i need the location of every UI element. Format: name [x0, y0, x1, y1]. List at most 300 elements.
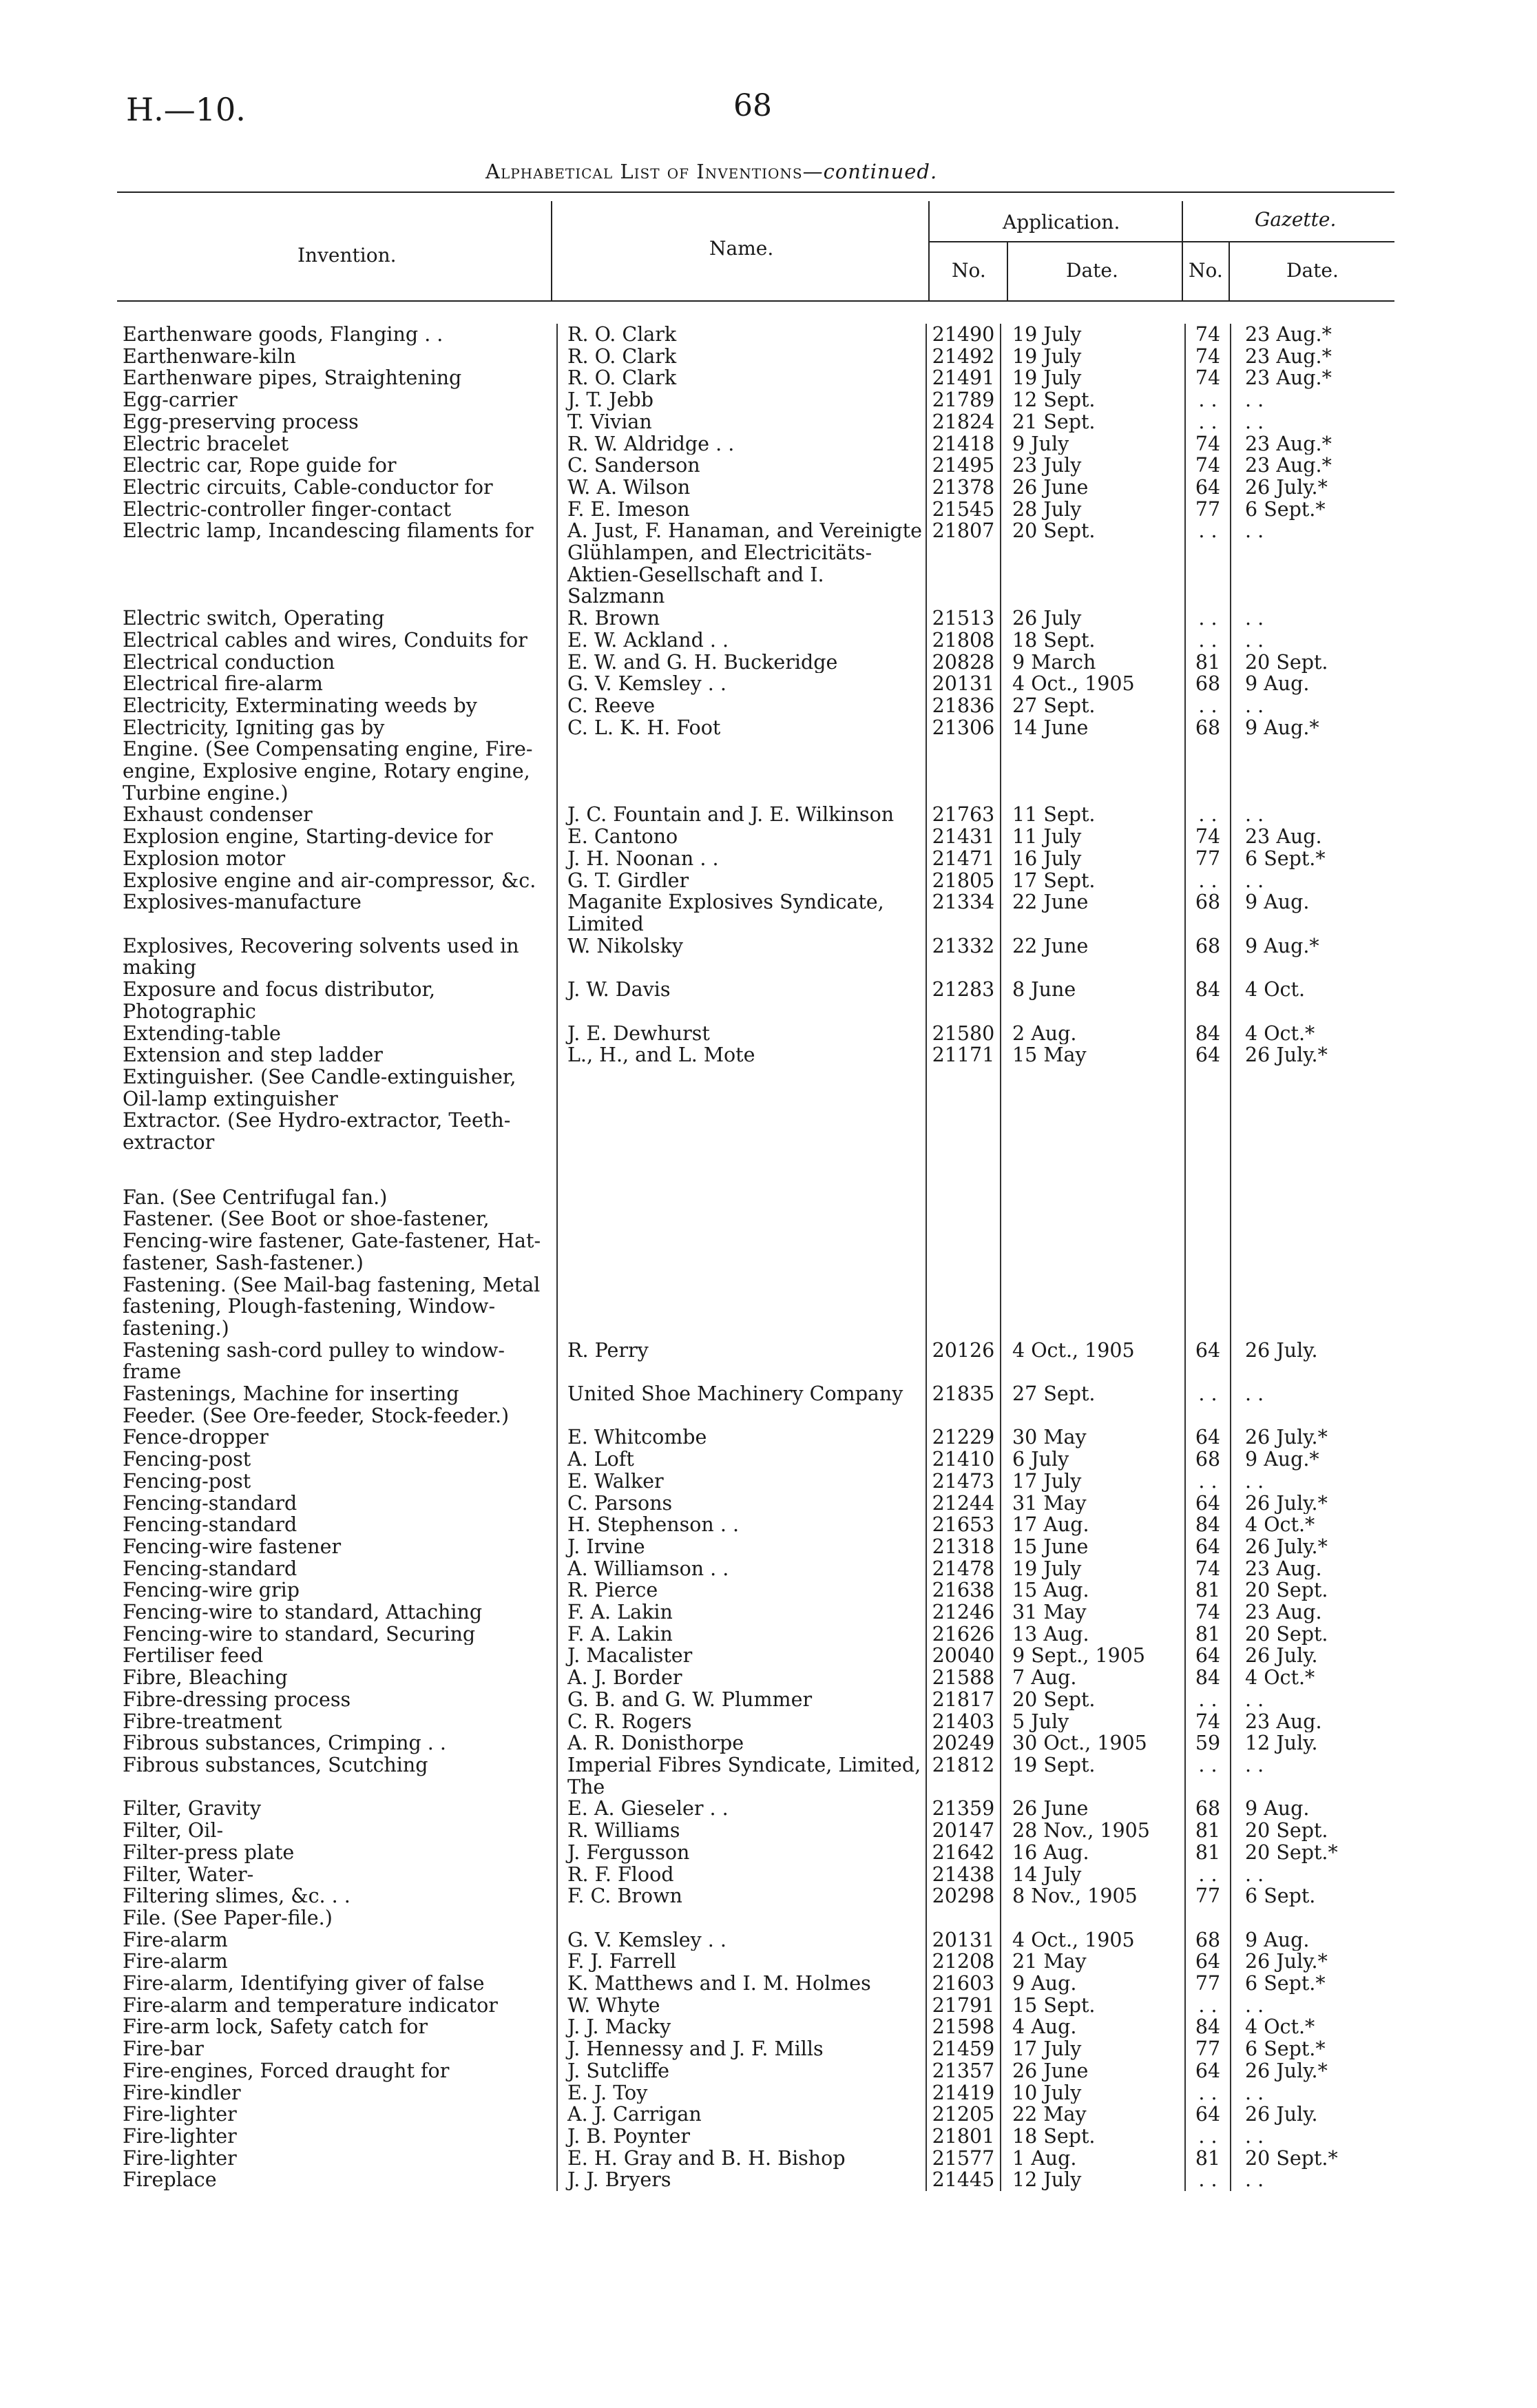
- gazette-no-cell: . .: [1185, 608, 1231, 630]
- table-row: [123, 652, 1348, 674]
- application-no-cell: 21473: [926, 1471, 1001, 1493]
- table-row: [123, 455, 1348, 477]
- application-date-cell: 26 June: [1001, 2060, 1185, 2082]
- gazette-date-cell: . .: [1231, 1471, 1348, 1493]
- table-row: [123, 1667, 1348, 1689]
- invention-cell: Explosion motor: [123, 847, 286, 870]
- invention-cell: Fire-lighter: [123, 2147, 237, 2170]
- gazette-no-cell: . .: [1185, 1689, 1231, 1711]
- name-cell: Imperial Fibres Syndicate, Limited, The: [557, 1754, 926, 1798]
- table-row: [123, 1579, 1348, 1601]
- application-no-cell: 21306: [926, 717, 1001, 739]
- name-cell: L., H., and L. Mote: [557, 1044, 926, 1066]
- invention-cell: Fire-alarm, Identifying giver of false: [123, 1973, 485, 1995]
- application-date-cell: 21 Sept.: [1001, 411, 1185, 433]
- name-cell: A. Williamson . .: [557, 1558, 926, 1580]
- application-no-cell: 21577: [926, 2148, 1001, 2170]
- gazette-no-cell: 74: [1185, 455, 1231, 477]
- application-no-cell: 21807: [926, 520, 1001, 608]
- gazette-date-cell: [1231, 1187, 1348, 1209]
- table-row: [123, 826, 1348, 848]
- gazette-no-cell: 64: [1185, 1951, 1231, 1973]
- application-date-cell: 19 Sept.: [1001, 1754, 1185, 1798]
- invention-cell: Fastenings, Machine for inserting: [123, 1383, 459, 1405]
- name-cell: C. Sanderson: [557, 455, 926, 477]
- gazette-no-cell: 77: [1185, 499, 1231, 521]
- gazette-date-cell: 23 Aug.: [1231, 826, 1348, 848]
- application-date-cell: 9 July: [1001, 433, 1185, 455]
- invention-cell: Fibre-dressing process: [123, 1688, 351, 1711]
- application-no-cell: [926, 738, 1001, 804]
- application-date-cell: 9 Aug.: [1001, 1973, 1185, 1995]
- application-no-cell: 21492: [926, 346, 1001, 368]
- invention-cell: Filter-press plate: [123, 1841, 295, 1864]
- gazette-no-cell: . .: [1185, 2126, 1231, 2148]
- gazette-no-cell: 68: [1185, 1449, 1231, 1471]
- table-row: [123, 2169, 1348, 2191]
- list-title: [485, 160, 1050, 183]
- name-cell: C. R. Rogers: [557, 1711, 926, 1733]
- name-cell: E. A. Gieseler . .: [557, 1798, 926, 1820]
- table-row: [123, 2060, 1348, 2082]
- application-date-cell: 15 Aug.: [1001, 1579, 1185, 1601]
- name-cell: Maganite Explosives Syndicate, Limited: [557, 891, 926, 935]
- name-cell: G. T. Girdler: [557, 870, 926, 892]
- table-row: [123, 1601, 1348, 1623]
- application-no-cell: 21545: [926, 499, 1001, 521]
- invention-cell: Filtering slimes, &c. . .: [123, 1885, 351, 1907]
- application-no-cell: 21445: [926, 2169, 1001, 2191]
- gazette-no-cell: 84: [1185, 2016, 1231, 2038]
- table-row: [123, 1340, 1348, 1383]
- invention-cell: Fibrous substances, Scutching: [123, 1754, 428, 1776]
- name-cell: F. J. Farrell: [557, 1951, 926, 1973]
- application-no-cell: 20298: [926, 1885, 1001, 1907]
- application-date-cell: 6 July: [1001, 1449, 1185, 1471]
- invention-cell: Engine. (See Compensating engine, Fire-engine, Explosive engine, Rotary engine, Turbine engine.): [123, 738, 533, 805]
- gazette-date-cell: 6 Sept.: [1231, 1885, 1348, 1907]
- header-divider-gazette: [1182, 201, 1183, 302]
- gazette-no-cell: 68: [1185, 935, 1231, 979]
- application-date-cell: 28 Nov., 1905: [1001, 1820, 1185, 1842]
- application-no-cell: 21824: [926, 411, 1001, 433]
- gazette-no-cell: . .: [1185, 411, 1231, 433]
- invention-cell: Extending-table: [123, 1022, 281, 1045]
- gazette-no-cell: 77: [1185, 2038, 1231, 2060]
- application-date-cell: 17 July: [1001, 2038, 1185, 2060]
- invention-cell: Feeder. (See Ore-feeder, Stock-feeder.): [123, 1404, 510, 1427]
- name-cell: E. J. Toy: [557, 2082, 926, 2104]
- gazette-no-cell: 81: [1185, 652, 1231, 674]
- gap-cell: [1001, 1154, 1185, 1187]
- header-sub-rule: [928, 241, 1394, 242]
- application-date-cell: 8 June: [1001, 979, 1185, 1022]
- application-no-cell: 21626: [926, 1623, 1001, 1646]
- gazette-date-cell: 20 Sept.*: [1231, 1842, 1348, 1864]
- application-date-cell: 22 May: [1001, 2104, 1185, 2126]
- gazette-date-cell: 23 Aug.: [1231, 1711, 1348, 1733]
- invention-cell: Filter, Oil-: [123, 1820, 224, 1842]
- application-no-cell: 21419: [926, 2082, 1001, 2104]
- gazette-date-cell: 26 July.*: [1231, 1426, 1348, 1449]
- application-no-cell: 21418: [926, 433, 1001, 455]
- application-no-cell: 21318: [926, 1536, 1001, 1558]
- application-date-cell: 17 July: [1001, 1471, 1185, 1493]
- invention-cell: Fibrous substances, Crimping . .: [123, 1732, 446, 1754]
- gazette-date-cell: [1231, 1405, 1348, 1427]
- invention-cell: Fibre-treatment: [123, 1710, 282, 1733]
- gazette-no-cell: 77: [1185, 1885, 1231, 1907]
- application-date-cell: 31 May: [1001, 1493, 1185, 1515]
- application-date-cell: 2 Aug.: [1001, 1023, 1185, 1045]
- name-cell: W. Nikolsky: [557, 935, 926, 979]
- table-row: [123, 1645, 1348, 1667]
- gazette-no-cell: 84: [1185, 1023, 1231, 1045]
- invention-cell: Fencing-post: [123, 1449, 251, 1471]
- gazette-no-cell: 74: [1185, 324, 1231, 346]
- gazette-date-cell: . .: [1231, 695, 1348, 717]
- name-cell: [557, 1066, 926, 1110]
- name-cell: R. Perry: [557, 1340, 926, 1383]
- table-row: [123, 935, 1348, 979]
- application-no-cell: [926, 1187, 1001, 1209]
- gazette-no-cell: 68: [1185, 1929, 1231, 1951]
- table-row: [123, 1426, 1348, 1449]
- inventions-table: [123, 324, 1348, 2191]
- page-reference: H.—10.: [126, 91, 246, 128]
- gazette-date-cell: 4 Oct.: [1231, 979, 1348, 1022]
- gazette-no-cell: [1185, 738, 1231, 804]
- gazette-date-cell: 9 Aug.: [1231, 891, 1348, 935]
- application-no-cell: 21378: [926, 477, 1001, 499]
- name-cell: A. Loft: [557, 1449, 926, 1471]
- invention-cell: Extension and step ladder: [123, 1044, 383, 1066]
- gazette-date-cell: 26 July.*: [1231, 2060, 1348, 2082]
- gazette-date-cell: 9 Aug.*: [1231, 717, 1348, 739]
- invention-cell: Earthenware goods, Flanging . .: [123, 324, 443, 346]
- gazette-date-cell: [1231, 1066, 1348, 1110]
- application-no-cell: 21478: [926, 1558, 1001, 1580]
- gazette-no-cell: . .: [1185, 389, 1231, 411]
- gazette-no-cell: 81: [1185, 1842, 1231, 1864]
- gazette-date-cell: . .: [1231, 520, 1348, 608]
- gazette-no-cell: . .: [1185, 695, 1231, 717]
- application-date-cell: 17 Sept.: [1001, 870, 1185, 892]
- invention-cell: Fire-kindler: [123, 2082, 241, 2104]
- invention-cell: Fire-alarm and temperature indicator: [123, 1994, 498, 2017]
- application-date-cell: 4 Oct., 1905: [1001, 1929, 1185, 1951]
- application-no-cell: 20040: [926, 1645, 1001, 1667]
- name-cell: R. F. Flood: [557, 1864, 926, 1886]
- gazette-no-cell: . .: [1185, 630, 1231, 652]
- gazette-no-cell: 74: [1185, 433, 1231, 455]
- header-gazette: Gazette.: [1255, 208, 1337, 231]
- invention-cell: Fire-engines, Forced draught for: [123, 2059, 450, 2082]
- name-cell: R. O. Clark: [557, 324, 926, 346]
- invention-cell: Fastening sash-cord pulley to window-frame: [123, 1339, 505, 1384]
- invention-cell: Filter, Gravity: [123, 1798, 262, 1820]
- application-no-cell: 21357: [926, 2060, 1001, 2082]
- gazette-no-cell: 64: [1185, 1493, 1231, 1515]
- application-no-cell: 21495: [926, 455, 1001, 477]
- application-no-cell: 21791: [926, 1995, 1001, 2017]
- gazette-date-cell: 26 July.*: [1231, 1536, 1348, 1558]
- application-no-cell: 20131: [926, 673, 1001, 695]
- gazette-no-cell: 84: [1185, 979, 1231, 1022]
- gazette-no-cell: 68: [1185, 891, 1231, 935]
- application-date-cell: 30 Oct., 1905: [1001, 1732, 1185, 1754]
- application-no-cell: [926, 1066, 1001, 1110]
- table-row: [123, 608, 1348, 630]
- application-date-cell: 9 March: [1001, 652, 1185, 674]
- header-divider-name: [551, 201, 552, 302]
- application-date-cell: 15 June: [1001, 1536, 1185, 1558]
- table-row: [123, 1493, 1348, 1515]
- header-divider-app-date: [1007, 241, 1008, 302]
- application-date-cell: 4 Aug.: [1001, 2016, 1185, 2038]
- gazette-date-cell: . .: [1231, 1689, 1348, 1711]
- name-cell: H. Stephenson . .: [557, 1514, 926, 1536]
- name-cell: R. Williams: [557, 1820, 926, 1842]
- gazette-no-cell: 64: [1185, 1340, 1231, 1383]
- application-no-cell: 21471: [926, 848, 1001, 870]
- name-cell: G. V. Kemsley . .: [557, 1929, 926, 1951]
- invention-cell: Fire-arm lock, Safety catch for: [123, 2016, 428, 2039]
- invention-cell: Fire-lighter: [123, 2104, 237, 2126]
- application-no-cell: 20131: [926, 1929, 1001, 1951]
- application-date-cell: 19 July: [1001, 346, 1185, 368]
- application-no-cell: 20126: [926, 1340, 1001, 1383]
- application-no-cell: 21513: [926, 608, 1001, 630]
- invention-cell: Electric-controller finger-contact: [123, 498, 452, 521]
- application-no-cell: 20828: [926, 652, 1001, 674]
- gazette-no-cell: 68: [1185, 1798, 1231, 1820]
- invention-cell: Electric car, Rope guide for: [123, 455, 397, 477]
- invention-cell: Electric lamp, Incandescing filaments for: [123, 520, 534, 543]
- gazette-no-cell: 64: [1185, 477, 1231, 499]
- name-cell: J. J. Bryers: [557, 2169, 926, 2191]
- gazette-no-cell: 77: [1185, 1973, 1231, 1995]
- name-cell: A. J. Border: [557, 1667, 926, 1689]
- inventions-table-body: [123, 324, 1348, 2191]
- application-no-cell: [926, 1907, 1001, 1929]
- invention-cell: Fence-dropper: [123, 1426, 269, 1449]
- table-row: [123, 804, 1348, 826]
- application-no-cell: 21403: [926, 1711, 1001, 1733]
- name-cell: J. Sutcliffe: [557, 2060, 926, 2082]
- application-date-cell: 19 July: [1001, 367, 1185, 389]
- application-date-cell: 11 Sept.: [1001, 804, 1185, 826]
- application-date-cell: [1001, 1066, 1185, 1110]
- name-cell: J. Hennessy and J. F. Mills: [557, 2038, 926, 2060]
- application-date-cell: 16 July: [1001, 848, 1185, 870]
- name-cell: E. H. Gray and B. H. Bishop: [557, 2148, 926, 2170]
- gazette-no-cell: 81: [1185, 1623, 1231, 1646]
- table-row: [123, 2038, 1348, 2060]
- application-date-cell: 14 July: [1001, 1864, 1185, 1886]
- invention-cell: Fibre, Bleaching: [123, 1667, 288, 1689]
- application-no-cell: 21359: [926, 1798, 1001, 1820]
- gap-cell: [557, 1154, 926, 1187]
- gazette-date-cell: 6 Sept.*: [1231, 499, 1348, 521]
- gazette-date-cell: . .: [1231, 870, 1348, 892]
- application-no-cell: 21603: [926, 1973, 1001, 1995]
- application-date-cell: 23 July: [1001, 455, 1185, 477]
- application-date-cell: 4 Oct., 1905: [1001, 673, 1185, 695]
- application-date-cell: 31 May: [1001, 1601, 1185, 1623]
- application-date-cell: [1001, 1208, 1185, 1274]
- gazette-no-cell: 74: [1185, 346, 1231, 368]
- table-row: [123, 1449, 1348, 1471]
- name-cell: R. O. Clark: [557, 346, 926, 368]
- application-date-cell: [1001, 1405, 1185, 1427]
- gazette-date-cell: . .: [1231, 804, 1348, 826]
- gazette-date-cell: 6 Sept.*: [1231, 1973, 1348, 1995]
- header-application: Application.: [1003, 211, 1120, 233]
- application-date-cell: 22 June: [1001, 935, 1185, 979]
- invention-cell: Fire-bar: [123, 2038, 204, 2060]
- table-row: [123, 1885, 1348, 1907]
- header-invention: Invention.: [297, 244, 397, 267]
- application-no-cell: 21642: [926, 1842, 1001, 1864]
- application-date-cell: 28 July: [1001, 499, 1185, 521]
- application-date-cell: 18 Sept.: [1001, 2126, 1185, 2148]
- table-row: [123, 1514, 1348, 1536]
- application-no-cell: 21812: [926, 1754, 1001, 1798]
- application-date-cell: 21 May: [1001, 1951, 1185, 1973]
- gap-cell: [1231, 1154, 1348, 1187]
- gazette-no-cell: 64: [1185, 2060, 1231, 2082]
- invention-cell: Electric switch, Operating: [123, 608, 385, 630]
- application-no-cell: 21431: [926, 826, 1001, 848]
- application-no-cell: 21438: [926, 1864, 1001, 1886]
- name-cell: R. O. Clark: [557, 367, 926, 389]
- invention-cell: Earthenware pipes, Straightening: [123, 367, 462, 390]
- gazette-date-cell: 20 Sept.: [1231, 1820, 1348, 1842]
- application-date-cell: 7 Aug.: [1001, 1667, 1185, 1689]
- name-cell: K. Matthews and I. M. Holmes: [557, 1973, 926, 1995]
- table-row: [123, 1274, 1348, 1340]
- invention-cell: Explosive engine and air-compressor, &c.: [123, 869, 536, 892]
- section-gap: [123, 1154, 1348, 1187]
- table-row: [123, 891, 1348, 935]
- name-cell: [557, 1208, 926, 1274]
- application-no-cell: 21244: [926, 1493, 1001, 1515]
- table-row: [123, 1383, 1348, 1405]
- application-date-cell: [1001, 1187, 1185, 1209]
- application-date-cell: 30 May: [1001, 1426, 1185, 1449]
- table-row: [123, 1689, 1348, 1711]
- invention-cell: Extinguisher. (See Candle-extinguisher, Oil-lamp extinguisher: [123, 1066, 516, 1110]
- gazette-no-cell: . .: [1185, 1471, 1231, 1493]
- name-cell: T. Vivian: [557, 411, 926, 433]
- gazette-date-cell: 12 July.: [1231, 1732, 1348, 1754]
- gazette-date-cell: . .: [1231, 2169, 1348, 2191]
- table-row: [123, 346, 1348, 368]
- table-row: [123, 520, 1348, 608]
- gazette-no-cell: 81: [1185, 1579, 1231, 1601]
- application-date-cell: 11 July: [1001, 826, 1185, 848]
- name-cell: J. T. Jebb: [557, 389, 926, 411]
- gazette-no-cell: [1185, 1405, 1231, 1427]
- invention-cell: Fan. (See Centrifugal fan.): [123, 1186, 388, 1209]
- gazette-no-cell: . .: [1185, 1754, 1231, 1798]
- gazette-no-cell: [1185, 1907, 1231, 1929]
- application-no-cell: 21588: [926, 1667, 1001, 1689]
- table-row: [123, 979, 1348, 1022]
- gazette-date-cell: 20 Sept.: [1231, 1623, 1348, 1646]
- application-date-cell: 15 Sept.: [1001, 1995, 1185, 2017]
- gazette-date-cell: 23 Aug.*: [1231, 433, 1348, 455]
- application-date-cell: 14 June: [1001, 717, 1185, 739]
- name-cell: [557, 1274, 926, 1340]
- gazette-no-cell: 74: [1185, 826, 1231, 848]
- table-row: [123, 1711, 1348, 1733]
- table-row: [123, 367, 1348, 389]
- application-date-cell: 13 Aug.: [1001, 1623, 1185, 1646]
- invention-cell: Electricity, Exterminating weeds by: [123, 694, 477, 717]
- gazette-no-cell: 68: [1185, 673, 1231, 695]
- table-row: [123, 411, 1348, 433]
- name-cell: E. W. and G. H. Buckeridge: [557, 652, 926, 674]
- invention-cell: Electrical cables and wires, Conduits for: [123, 629, 527, 652]
- application-date-cell: 26 June: [1001, 1798, 1185, 1820]
- gazette-no-cell: 64: [1185, 1426, 1231, 1449]
- table-row: [123, 1405, 1348, 1427]
- gazette-no-cell: . .: [1185, 2082, 1231, 2104]
- table-row: [123, 1623, 1348, 1646]
- gazette-date-cell: 26 July.: [1231, 1645, 1348, 1667]
- header-bottom-rule: [117, 300, 1394, 302]
- application-date-cell: 19 July: [1001, 1558, 1185, 1580]
- gazette-no-cell: 64: [1185, 1536, 1231, 1558]
- application-no-cell: [926, 1110, 1001, 1153]
- name-cell: R. W. Aldridge . .: [557, 433, 926, 455]
- gazette-no-cell: 59: [1185, 1732, 1231, 1754]
- invention-cell: Exhaust condenser: [123, 804, 313, 827]
- name-cell: J. W. Davis: [557, 979, 926, 1022]
- table-row: [123, 1044, 1348, 1066]
- name-cell: J. J. Macky: [557, 2016, 926, 2038]
- table-row: [123, 1820, 1348, 1842]
- application-date-cell: 8 Nov., 1905: [1001, 1885, 1185, 1907]
- application-date-cell: 22 June: [1001, 891, 1185, 935]
- application-no-cell: 21246: [926, 1601, 1001, 1623]
- gazette-date-cell: [1231, 1208, 1348, 1274]
- invention-cell: Earthenware-kiln: [123, 345, 296, 368]
- name-cell: W. Whyte: [557, 1995, 926, 2017]
- name-cell: J. C. Fountain and J. E. Wilkinson: [557, 804, 926, 826]
- application-no-cell: 21205: [926, 2104, 1001, 2126]
- invention-cell: Fastener. (See Boot or shoe-fastener, Fencing-wire fastener, Gate-fastener, Hat-fastener, Sash-fastener.): [123, 1208, 541, 1274]
- application-no-cell: 21835: [926, 1383, 1001, 1405]
- gazette-date-cell: . .: [1231, 608, 1348, 630]
- application-date-cell: [1001, 1274, 1185, 1340]
- application-date-cell: 26 July: [1001, 608, 1185, 630]
- application-date-cell: 20 Sept.: [1001, 520, 1185, 608]
- invention-cell: Electric circuits, Cable-conductor for: [123, 476, 493, 499]
- application-no-cell: 21598: [926, 2016, 1001, 2038]
- name-cell: J. Macalister: [557, 1645, 926, 1667]
- gazette-no-cell: . .: [1185, 870, 1231, 892]
- application-no-cell: 21490: [926, 324, 1001, 346]
- table-row: [123, 1754, 1348, 1798]
- application-date-cell: 15 May: [1001, 1044, 1185, 1066]
- name-cell: J. H. Noonan . .: [557, 848, 926, 870]
- table-row: [123, 2016, 1348, 2038]
- gazette-date-cell: 9 Aug.: [1231, 1798, 1348, 1820]
- name-cell: E. W. Ackland . .: [557, 630, 926, 652]
